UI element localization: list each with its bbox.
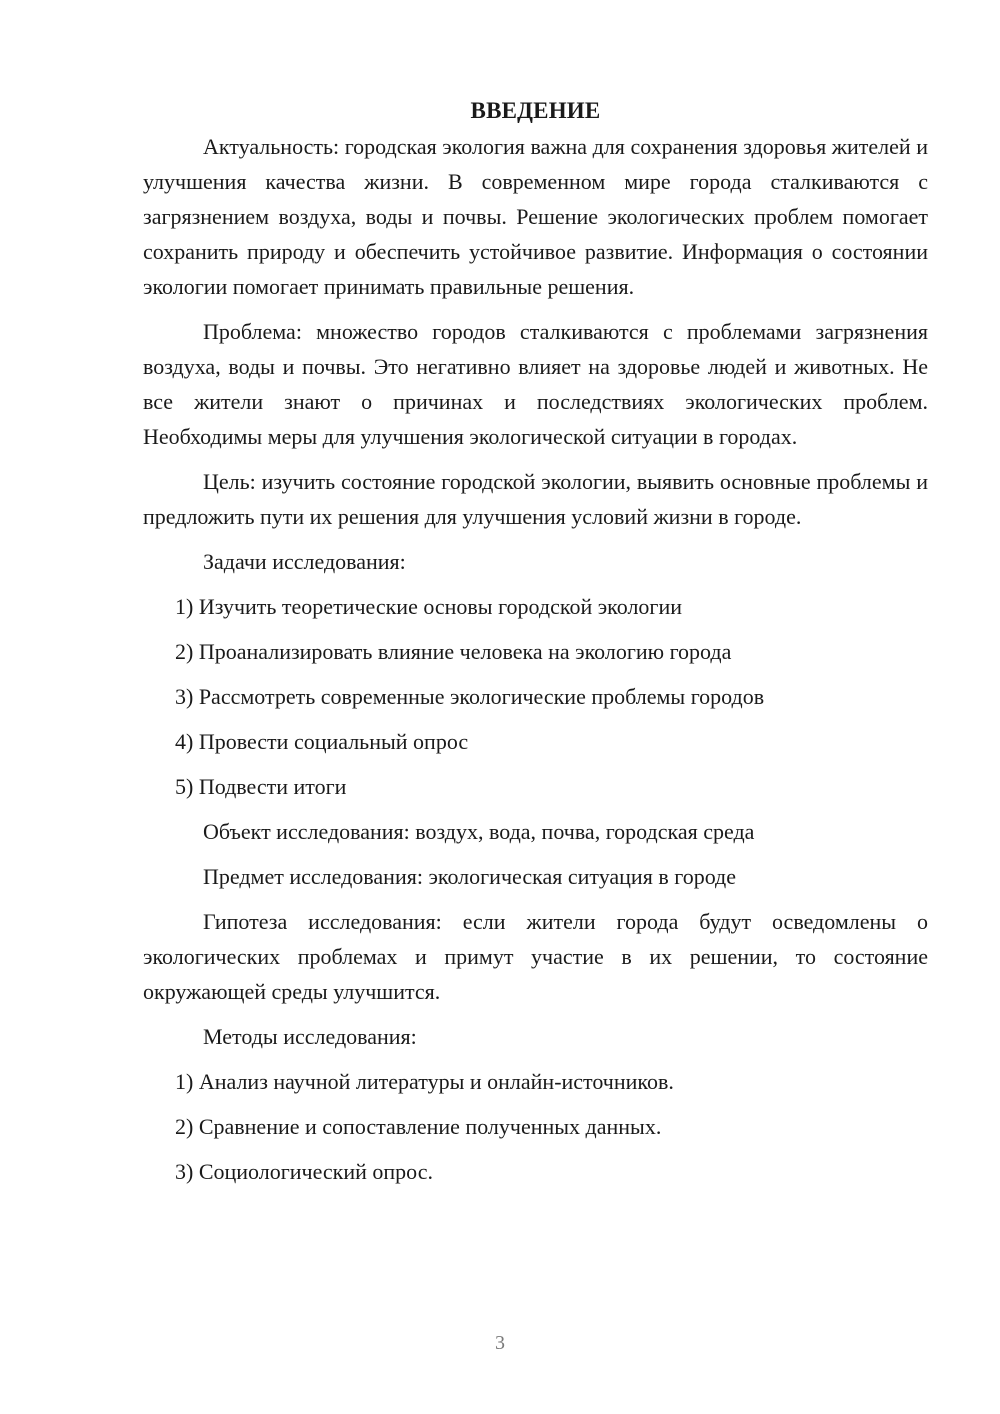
page-number: 3 — [495, 1332, 505, 1354]
document-page — [143, 93, 928, 1199]
task-item: 1) Изучить теоретические основы городской экологии — [175, 594, 682, 619]
goal-paragraph: Цель: изучить состояние городской экологии, выявить основные проблемы и предложить пути их решения для улучшения условий жизни в городе. — [143, 469, 928, 529]
methods-heading: Методы исследования: — [203, 1024, 417, 1049]
research-object: Объект исследования: воздух, вода, почва, городская среда — [203, 819, 755, 844]
task-item: 5) Подвести итоги — [175, 774, 347, 799]
research-subject: Предмет исследования: экологическая ситуация в городе — [203, 864, 737, 889]
method-item: 3) Социологический опрос. — [175, 1159, 433, 1184]
task-item: 3) Рассмотреть современные экологические проблемы городов — [175, 684, 765, 709]
task-item: 2) Проанализировать влияние человека на экологию города — [175, 639, 732, 664]
task-item: 4) Провести социальный опрос — [175, 729, 469, 754]
method-item: 2) Сравнение и сопоставление полученных данных. — [175, 1114, 662, 1139]
hypothesis-paragraph: Гипотеза исследования: если жители города будут осведомлены о экологических проблемах и примут участие в их решении, то состояние окружающей среды улучшится. — [143, 909, 928, 1004]
page-title: ВВЕДЕНИЕ — [470, 98, 601, 123]
tasks-heading: Задачи исследования: — [203, 549, 406, 574]
method-item: 1) Анализ научной литературы и онлайн-источников. — [175, 1069, 674, 1094]
problem-paragraph: Проблема: множество городов сталкиваются с проблемами загрязнения воздуха, воды и почвы. Это негативно влияет на здоровье людей и животных. Не все жители знают о причинах и последствиях экологических проблем. Необходимы меры для улучшения экологической ситуации в городах. — [143, 319, 928, 449]
relevance-paragraph: Актуальность: городская экология важна для сохранения здоровья жителей и улучшения качества жизни. В современном мире города сталкиваются с загрязнением воздуха, воды и почвы. Решение экологических проблем помогает сохранить природу и обеспечить устойчивое развитие. Информация о состоянии экологии помогает принимать правильные решения. — [143, 134, 928, 299]
